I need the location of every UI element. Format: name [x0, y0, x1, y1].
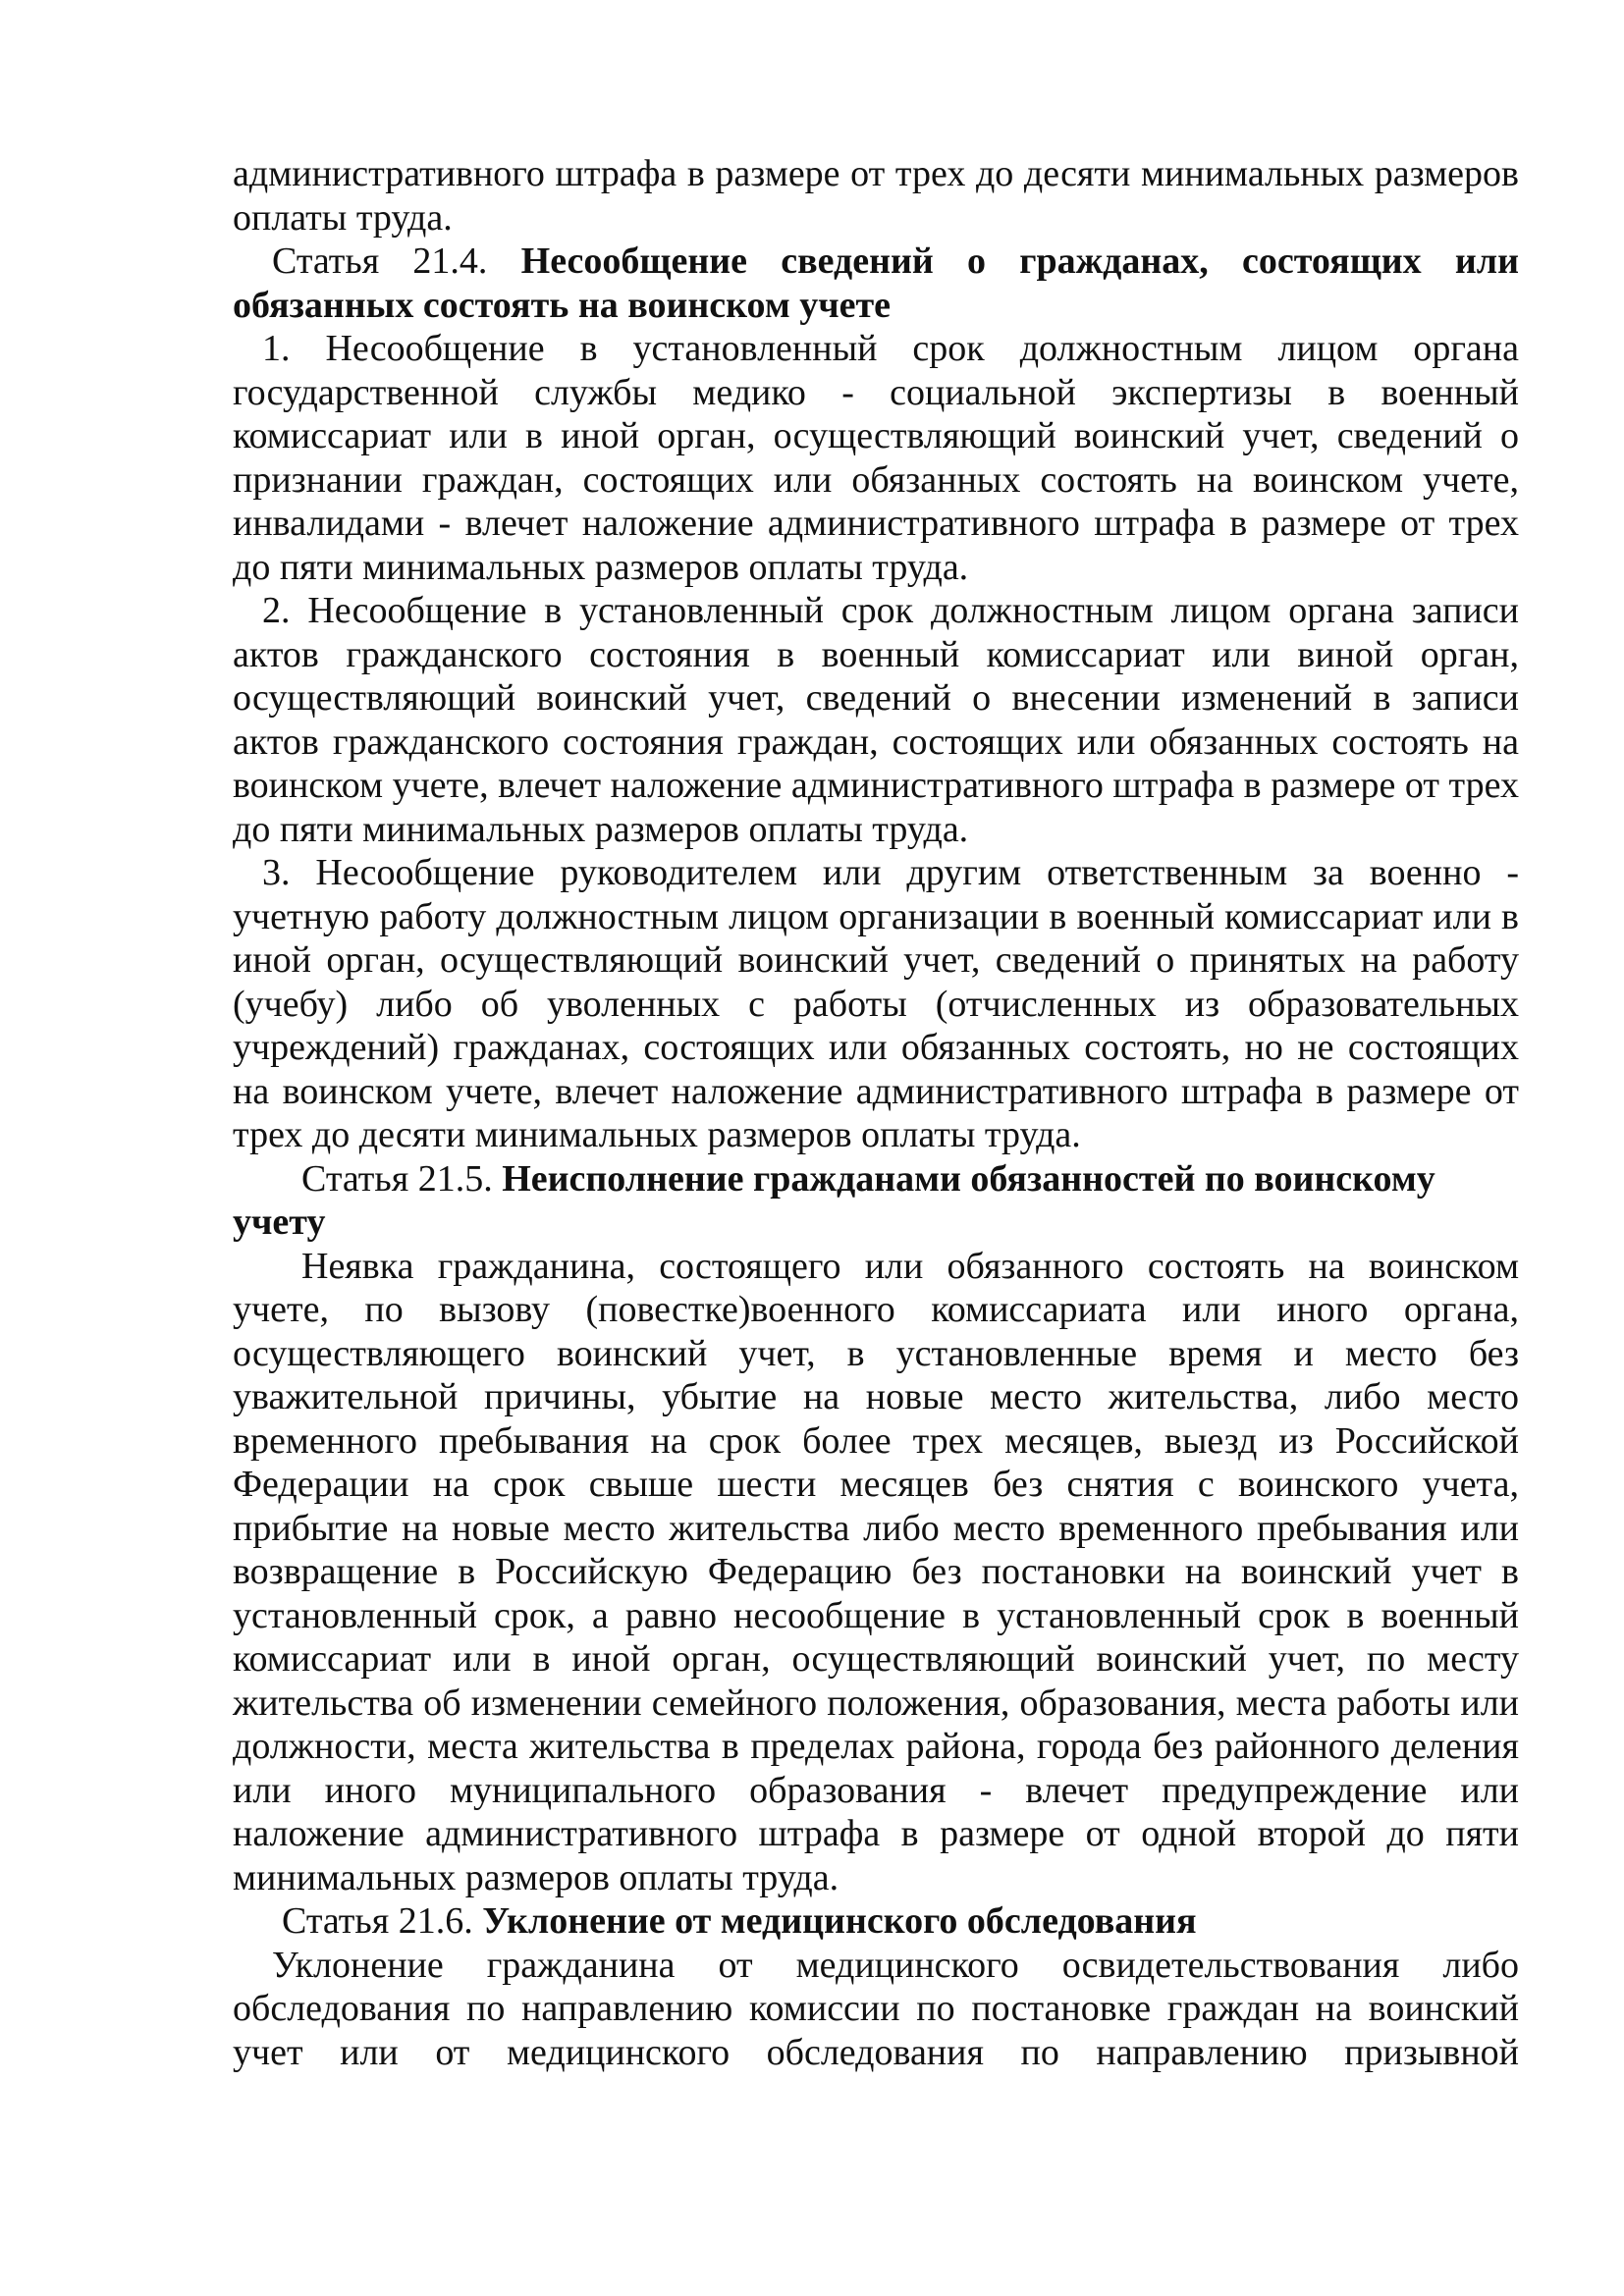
article-21-6-text: Уклонение гражданина от медицинского освидетельствования либо обследования по направлению комиссии по постановке граждан на воинский учет или от медицинского обследования по направлению призывной	[233, 1944, 1519, 2073]
article-heading-21-4	[233, 240, 1519, 327]
article-title: Уклонение от медицинского обследования	[482, 1900, 1197, 1942]
article-heading-21-5	[233, 1157, 1519, 1245]
document-page	[233, 152, 1519, 2074]
article-21-4-item-3: 3. Несообщение руководителем или другим ответственным за военно - учетную работу должностным лицом организации в военный комиссариат или в иной орган, осуществляющий воинский учет, сведений о принятых на работу (учебу) либо об уволенных с работы (отчисленных из образовательных учреждений) гражданах, состоящих или обязанных состоять, но не состоящих на воинском учете, влечет наложение административного штрафа в размере от трех до десяти минимальных размеров оплаты труда.	[233, 852, 1519, 1155]
article-21-4-item-2: 2. Несообщение в установленный срок должностным лицом органа записи актов гражданского состояния в военный комиссариат или виной орган, осуществляющий воинский учет, сведений о внесении изменений в записи актов гражданского состояния граждан, состоящих или обязанных состоять на воинском учете, влечет наложение административного штрафа в размере от трех до пяти минимальных размеров оплаты труда.	[233, 590, 1519, 850]
article-heading-21-6	[233, 1899, 1519, 1944]
article-number: Статья 21.4.	[272, 240, 521, 282]
paragraph-intro: административного штрафа в размере от трех до десяти минимальных размеров оплаты труда.	[233, 153, 1519, 239]
article-21-4-item-1: 1. Несообщение в установленный срок должностным лицом органа государственной службы медико - социальной экспертизы в военный комиссариат или в иной орган, осуществляющий воинский учет, сведений о признании граждан, состоящих или обязанных состоять на воинском учете, инвалидами - влечет наложение административного штрафа в размере от трех до пяти минимальных размеров оплаты труда.	[233, 328, 1519, 588]
article-title: Неисполнение гражданами обязанностей по воинскому учету	[233, 1157, 1435, 1243]
article-21-5-text: Неявка гражданина, состоящего или обязанного состоять на воинском учете, по вызову (повестке)военного комиссариата или иного органа, осуществляющего воинский учет, в установленные время и место без уважительной причины, убытие на новые место жительства, либо место временного пребывания на срок более трех месяцев, выезд из Российской Федерации на срок свыше шести месяцев без снятия с воинского учета, прибытие на новые место жительства либо место временного пребывания или возвращение в Российскую Федерацию без постановки на воинский учет в установленный срок, а равно несообщение в установленный срок в военный комиссариат или в иной орган, осуществляющий воинский учет, по месту жительства об изменении семейного положения, образования, места работы или должности, места жительства в пределах района, города без районного деления или иного муниципального образования - влечет предупреждение или наложение административного штрафа в размере от одной второй до пяти минимальных размеров оплаты труда.	[233, 1245, 1519, 1898]
article-number: Статья 21.6.	[282, 1900, 483, 1942]
article-number: Статья 21.5.	[301, 1157, 503, 1200]
article-title: Несообщение сведений о гражданах, состоящих или обязанных состоять на воинском учете	[233, 240, 1519, 326]
